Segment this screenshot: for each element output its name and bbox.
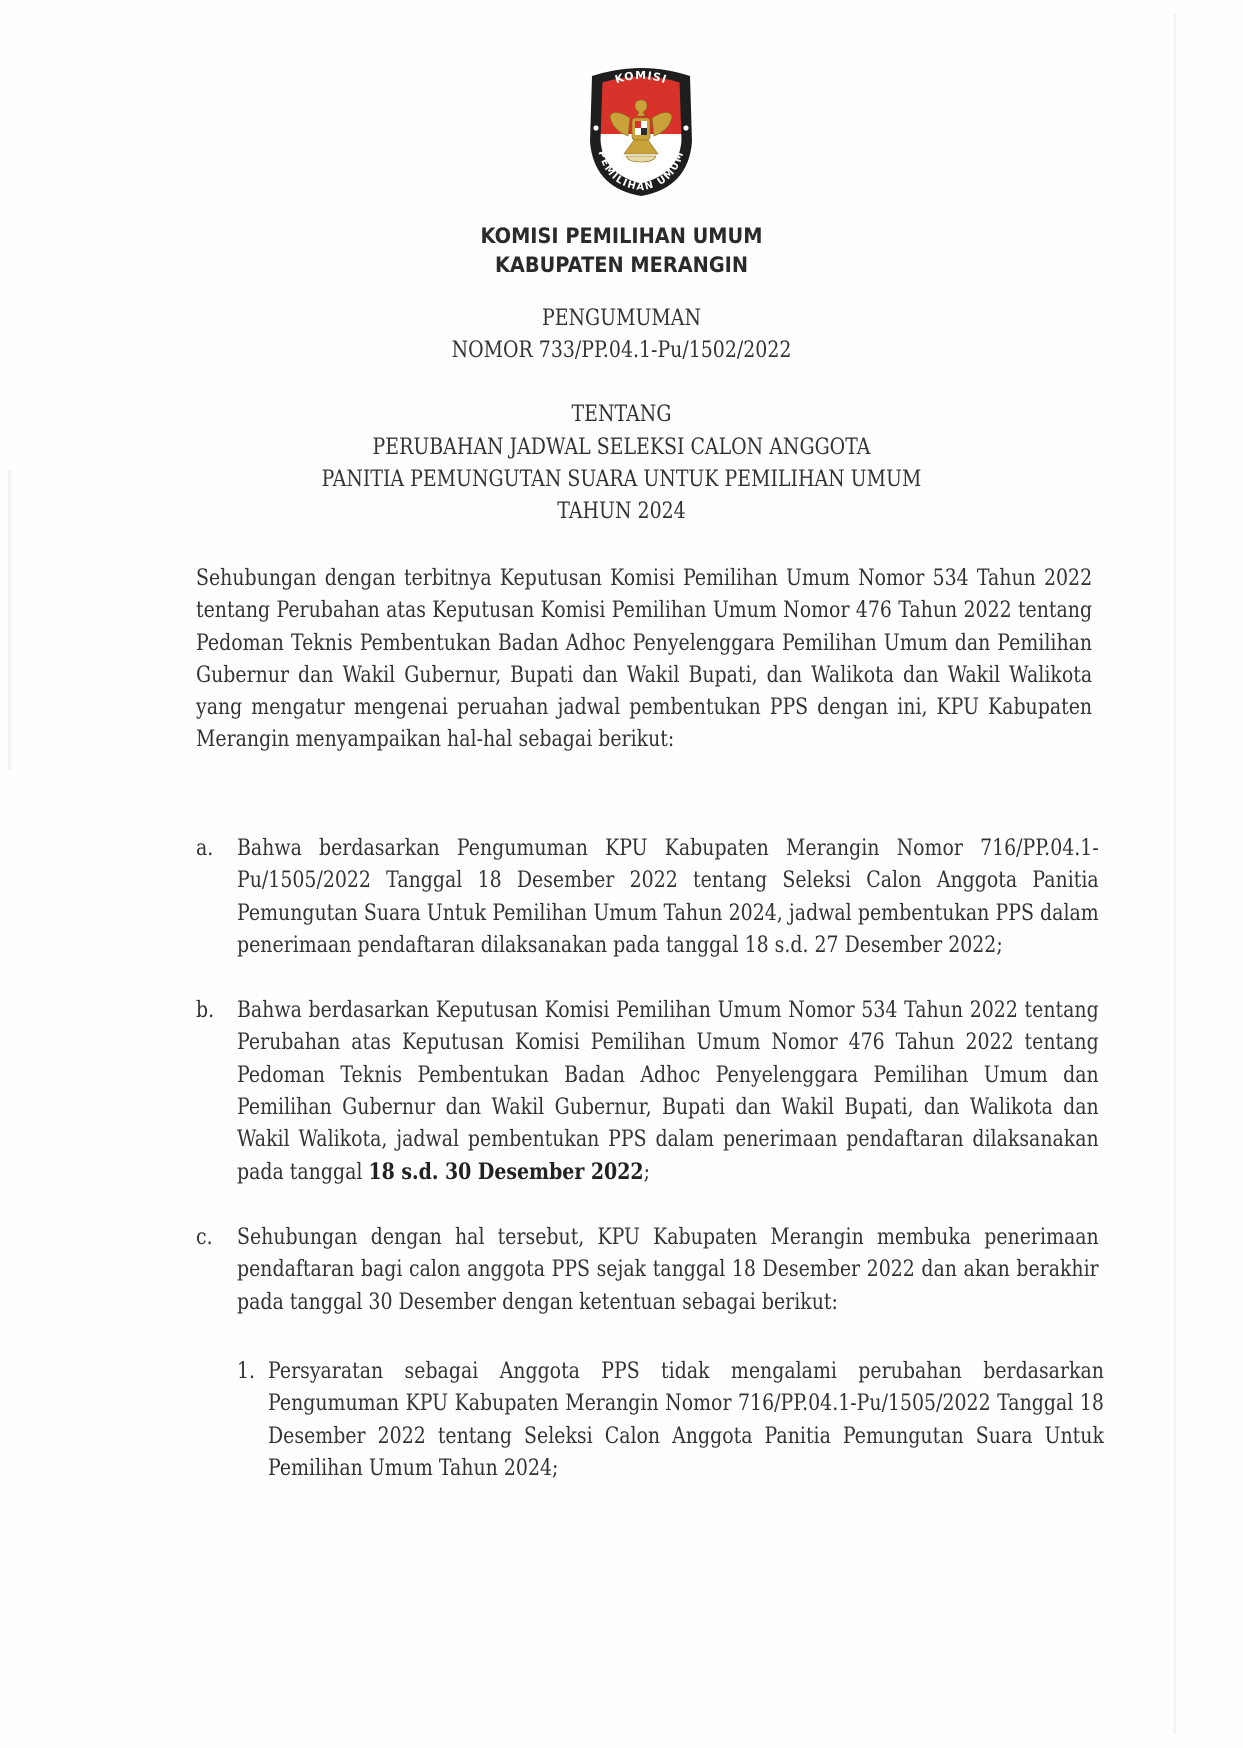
logo-ring-top-text: KOMISI bbox=[613, 68, 669, 87]
point-text: Bahwa berdasarkan Pengumuman KPU Kabupaten Merangin Nomor 716/PP.04.1-Pu/1505/2022 Tanggal 18 Desember 2022 tentang Seleksi Calon Anggota Panitia Pemungutan Suara Untuk Pemilihan Umum Tahun 2024, jadwal pembentukan PPS dalam penerimaan pendaftaran dilaksanakan pada tanggal 18 s.d. 27 Desember 2022; bbox=[237, 836, 1099, 958]
point-marker: a. bbox=[196, 836, 214, 861]
document-about: TENTANG bbox=[571, 402, 672, 427]
document-type: PENGUMUMAN bbox=[541, 306, 702, 331]
org-name-line2: KABUPATEN MERANGIN bbox=[494, 253, 749, 277]
org-name-line1: KOMISI PEMILIHAN UMUM bbox=[480, 224, 763, 248]
document-subject-line3: TAHUN 2024 bbox=[557, 499, 686, 524]
intro-text: Sehubungan dengan terbitnya Keputusan Komisi Pemilihan Umum Nomor 534 Tahun 2022 tentang Perubahan atas Keputusan Komisi Pemilihan Umum Nomor 476 Tahun 2022 tentang Pedoman Teknis Pembentukan Badan Adhoc Penyelenggara Pemilihan Umum dan Pemilihan Gubernur dan Wakil Gubernur, Bupati dan Wakil Bupati, dan Walikota dan Wakil Walikota yang mengatur mengenai peruahan jadwal pembentukan PPS dengan ini, KPU Kabupaten Merangin menyampaikan hal-hal sebagai berikut: bbox=[196, 566, 1093, 753]
subpoint-marker: 1. bbox=[237, 1359, 256, 1384]
kpu-logo-icon bbox=[584, 62, 698, 198]
document-subject-line2: PANITIA PEMUNGUTAN SUARA UNTUK PEMILIHAN UMUM bbox=[321, 467, 922, 492]
point-text bbox=[237, 995, 1099, 1190]
point-b-text: Bahwa berdasarkan Keputusan Komisi Pemilihan Umum Nomor 534 Tahun 2022 tentang Perubahan atas Keputusan Komisi Pemilihan Umum Nomor 476 Tahun 2022 tentang Pedoman Teknis Pembentukan Badan Adhoc Penyelenggara Pemilihan Umum dan Pemilihan Gubernur dan Wakil Gubernur, Bupati dan Wakil Bupati, dan Walikota dan Wakil Walikota, jadwal pembentukan PPS dalam penerimaan pendaftaran dilaksanakan pada tanggal bbox=[237, 998, 1099, 1186]
point-marker: b. bbox=[196, 998, 215, 1023]
point-b-after: ; bbox=[643, 1160, 650, 1186]
point-marker: c. bbox=[196, 1225, 213, 1250]
scan-edge-shadow bbox=[8, 470, 11, 770]
intro-paragraph bbox=[196, 563, 1092, 757]
document-number: NOMOR 733/PP.04.1-Pu/1502/2022 bbox=[451, 338, 792, 363]
logo-ring-bottom-text: PEMILIHAN UMUM bbox=[595, 149, 687, 194]
point-b-bold-date: 18 s.d. 30 Desember 2022 bbox=[368, 1159, 644, 1186]
point-text: Sehubungan dengan hal tersebut, KPU Kabupaten Merangin membuka penerimaan pendaftaran bagi calon anggota PPS sejak tanggal 18 Desember 2022 dan akan berakhir pada tanggal 30 Desember dengan ketentuan sebagai berikut: bbox=[237, 1225, 1099, 1315]
document-subject-line1: PERUBAHAN JADWAL SELEKSI CALON ANGGOTA bbox=[372, 435, 871, 460]
subpoint-text: Persyaratan sebagai Anggota PPS tidak mengalami perubahan berdasarkan Pengumuman KPU Kabupaten Merangin Nomor 716/PP.04.1-Pu/1505/2022 Tanggal 18 Desember 2022 tentang Seleksi Calon Anggota Panitia Pemungutan Suara Untuk Pemilihan Umum Tahun 2024; bbox=[268, 1359, 1104, 1481]
